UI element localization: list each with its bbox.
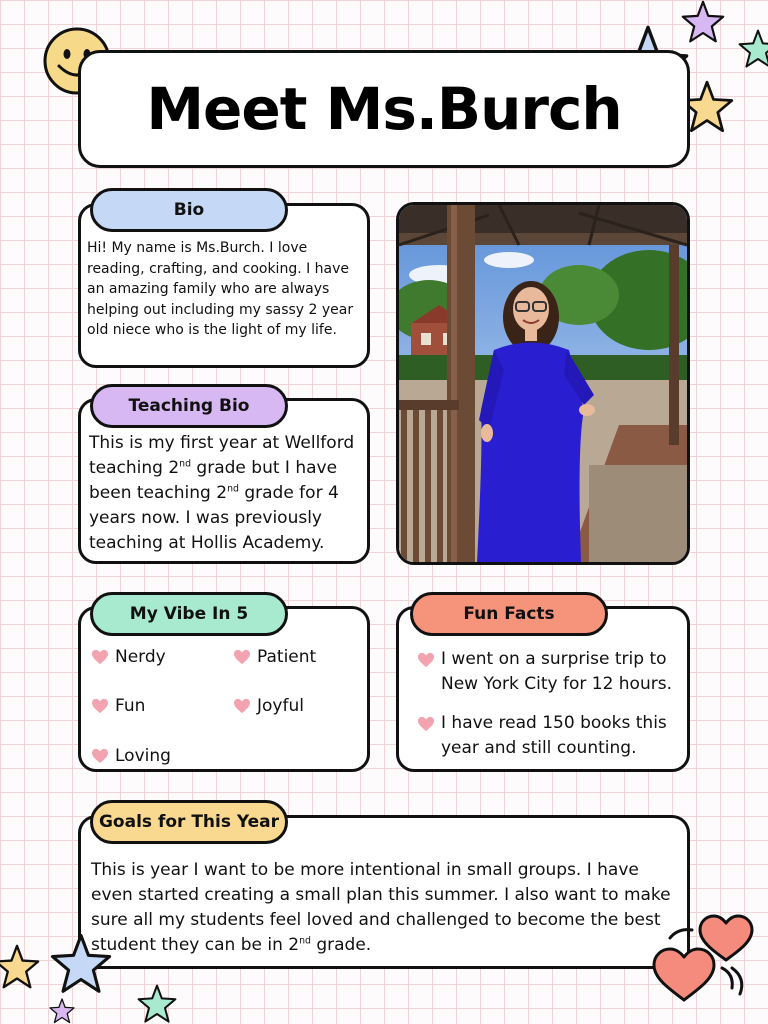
star-icon [130,984,184,1024]
star-icon [50,930,112,998]
teaching-bio-heading: Teaching Bio [90,384,288,428]
heart-icon [648,908,758,1004]
list-item: I went on a surprise trip to New York City for 12 hours. [417,647,677,697]
list-item: I have read 150 books this year and still counting. [417,711,677,761]
list-item: Fun [91,696,145,716]
teacher-photo [399,205,687,562]
star-icon [0,940,40,994]
goals-heading: Goals for This Year [90,800,288,844]
photo-card [396,202,690,565]
star-icon [38,998,86,1024]
bio-heading: Bio [90,188,288,232]
heart-icon [417,652,435,668]
heart-icon [91,649,109,665]
list-item: Joyful [233,696,304,716]
teaching-bio-text: This is my first year at Wellford teaching 2nd grade but I have been teaching 2nd grade for 4 years now. I was previously teaching at Hollis Academy. [89,433,355,553]
heart-icon [91,748,109,764]
star-icon [738,22,768,76]
bio-text: Hi! My name is Ms.Burch. I love reading, crafting, and cooking. I have an amazing family who are always helping out including my sassy 2 year old niece who is the light of my life. [87,240,354,338]
star-icon [678,0,728,44]
goals-text: This is year I want to be more intentional in small groups. I have even started creating a small plan this summer. I also want to make sure all my students feel loved and challenged to become the best student they can be in 2nd grade. [91,860,671,955]
heart-icon [233,649,251,665]
heart-icon [91,698,109,714]
fun-facts-heading: Fun Facts [410,592,608,636]
heart-icon [417,716,435,732]
title-card [78,50,690,168]
list-item: Nerdy [91,647,166,667]
page-title: Meet Ms.Burch [146,75,622,143]
heart-icon [233,698,251,714]
list-item: Patient [233,647,316,667]
vibe-heading: My Vibe In 5 [90,592,288,636]
list-item: Loving [91,746,171,766]
